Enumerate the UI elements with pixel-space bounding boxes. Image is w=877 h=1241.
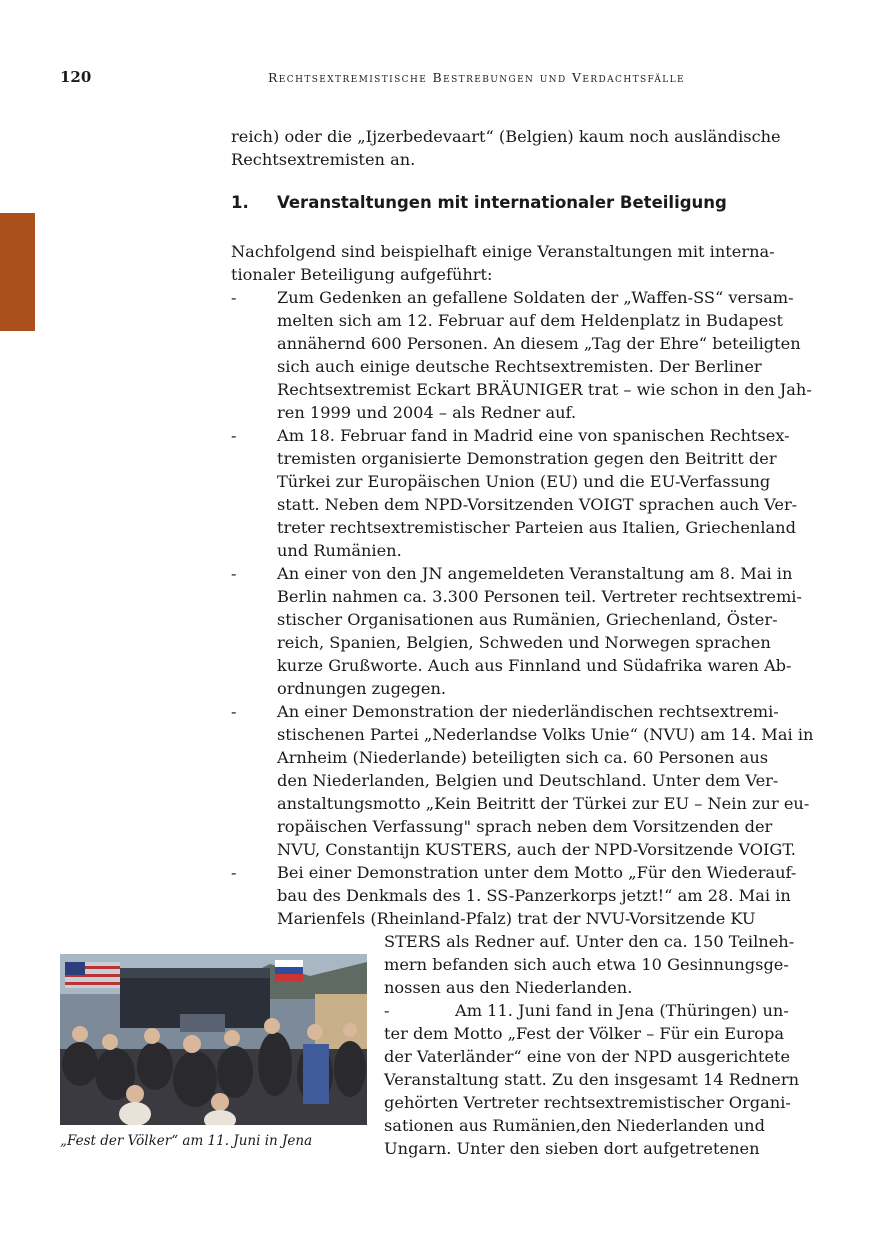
bullet-line: Marienfels (Rheinland-Pfalz) trat der NVU-Vorsitzende KU bbox=[277, 909, 756, 928]
wrapped-line: sationen aus Rumänien,den Niederlanden und bbox=[384, 1116, 765, 1135]
bullet-line: Arnheim (Niederlande) beteiligten sich ca. 60 Personen aus bbox=[277, 748, 769, 767]
bullet-line: NVU, Constantijn KUSTERS, auch der NPD-Vorsitzende VOIGT. bbox=[277, 840, 796, 859]
bullet-line: Am 18. Februar fand in Madrid eine von spanischen Rechtsex- bbox=[277, 426, 790, 445]
bullet-line: Am 11. Juni fand in Jena (Thüringen) un- bbox=[455, 1001, 789, 1020]
bullet-line: sich auch einige deutsche Rechtsextremisten. Der Berliner bbox=[277, 357, 762, 376]
wrapped-line: nossen aus den Niederlanden. bbox=[384, 978, 633, 997]
bullet-line: An einer von den JN angemeldeten Veranstaltung am 8. Mai in bbox=[277, 564, 793, 583]
wrapped-line: STERS als Redner auf. Unter den ca. 150 Teilneh- bbox=[384, 932, 795, 951]
lead-line: tionaler Beteiligung aufgeführt: bbox=[231, 265, 493, 284]
bullet-line: stischer Organisationen aus Rumänien, Griechenland, Öster- bbox=[277, 610, 778, 629]
figure-caption: „Fest der Völker“ am 11. Juni in Jena bbox=[60, 1133, 313, 1149]
section-number: 1. bbox=[231, 193, 249, 212]
wrapped-line: mern befanden sich auch etwa 10 Gesinnungsge- bbox=[384, 955, 789, 974]
bullet-line: treter rechtsextremistischer Parteien aus Italien, Griechenland bbox=[277, 518, 796, 537]
section-title: Veranstaltungen mit internationaler Beteiligung bbox=[277, 193, 727, 212]
bullet-marker: - bbox=[231, 426, 237, 445]
bullet-line: An einer Demonstration der niederländischen rechtsextremi- bbox=[277, 702, 779, 721]
bullet-line: Zum Gedenken an gefallene Soldaten der „Waffen-SS“ versam- bbox=[277, 288, 794, 307]
bullet-line: melten sich am 12. Februar auf dem Heldenplatz in Budapest bbox=[277, 311, 784, 330]
bullet-line: reich, Spanien, Belgien, Schweden und Norwegen sprachen bbox=[277, 633, 771, 652]
bullet-line: ropäischen Verfassung" sprach neben dem Vorsitzenden der bbox=[277, 817, 773, 836]
bullet-line: und Rumänien. bbox=[277, 541, 402, 560]
bullet-line: bau des Denkmals des 1. SS-Panzerkorps jetzt!“ am 28. Mai in bbox=[277, 886, 791, 905]
wrapped-line: der Vaterländer“ eine von der NPD ausgerichtete bbox=[384, 1047, 791, 1066]
bullet-line: kurze Grußworte. Auch aus Finnland und Südafrika waren Ab- bbox=[277, 656, 792, 675]
bullet-line: stischenen Partei „Nederlandse Volks Unie“ (NVU) am 14. Mai in bbox=[277, 725, 814, 744]
chapter-tab-marker bbox=[0, 213, 35, 331]
wrapped-line: ter dem Motto „Fest der Völker – Für ein Europa bbox=[384, 1024, 784, 1043]
bullet-line: den Niederlanden, Belgien und Deutschland. Unter dem Ver- bbox=[277, 771, 779, 790]
bullet-line: Türkei zur Europäischen Union (EU) und die EU-Verfassung bbox=[277, 472, 771, 491]
bullet-line: annähernd 600 Personen. An diesem „Tag der Ehre“ beteiligten bbox=[277, 334, 801, 353]
bullet-line: statt. Neben dem NPD-Vorsitzenden VOIGT sprachen auch Ver- bbox=[277, 495, 798, 514]
wrapped-line: gehörten Vertreter rechtsextremistischer Organi- bbox=[384, 1093, 791, 1112]
intro-line: reich) oder die „Ijzerbedevaart“ (Belgien) kaum noch ausländische bbox=[231, 127, 781, 146]
page-number: 120 bbox=[60, 68, 92, 86]
bullet-line: Berlin nahmen ca. 3.300 Personen teil. Vertreter rechtsextremi- bbox=[277, 587, 802, 606]
bullet-line: Bei einer Demonstration unter dem Motto „Für den Wiederauf- bbox=[277, 863, 797, 882]
bullet-line: tremisten organisierte Demonstration gegen den Beitritt der bbox=[277, 449, 777, 468]
wrapped-line: Veranstaltung statt. Zu den insgesamt 14 Rednern bbox=[384, 1070, 800, 1089]
bullet-line: Rechtsextremist Eckart BRÄUNIGER trat – wie schon in den Jah- bbox=[277, 380, 812, 399]
bullet-marker: - bbox=[231, 288, 237, 307]
bullet-line: ordnungen zugegen. bbox=[277, 679, 447, 698]
running-title: Rechtsextremistische Bestrebungen und Verdachtsfälle bbox=[268, 70, 686, 85]
bullet-marker: - bbox=[231, 702, 237, 721]
intro-line: Rechtsextremisten an. bbox=[231, 150, 416, 169]
bullet-marker: - bbox=[231, 564, 237, 583]
lead-line: Nachfolgend sind beispielhaft einige Veranstaltungen mit interna- bbox=[231, 242, 775, 261]
event-photo bbox=[60, 954, 367, 1125]
bullet-line: ren 1999 und 2004 – als Redner auf. bbox=[277, 403, 577, 422]
bullet-line: anstaltungsmotto „Kein Beitritt der Türkei zur EU – Nein zur eu- bbox=[277, 794, 810, 813]
wrapped-line: Ungarn. Unter den sieben dort aufgetretenen bbox=[384, 1139, 760, 1158]
bullet-marker: - bbox=[231, 863, 237, 882]
bullet-marker: - bbox=[384, 1001, 390, 1020]
